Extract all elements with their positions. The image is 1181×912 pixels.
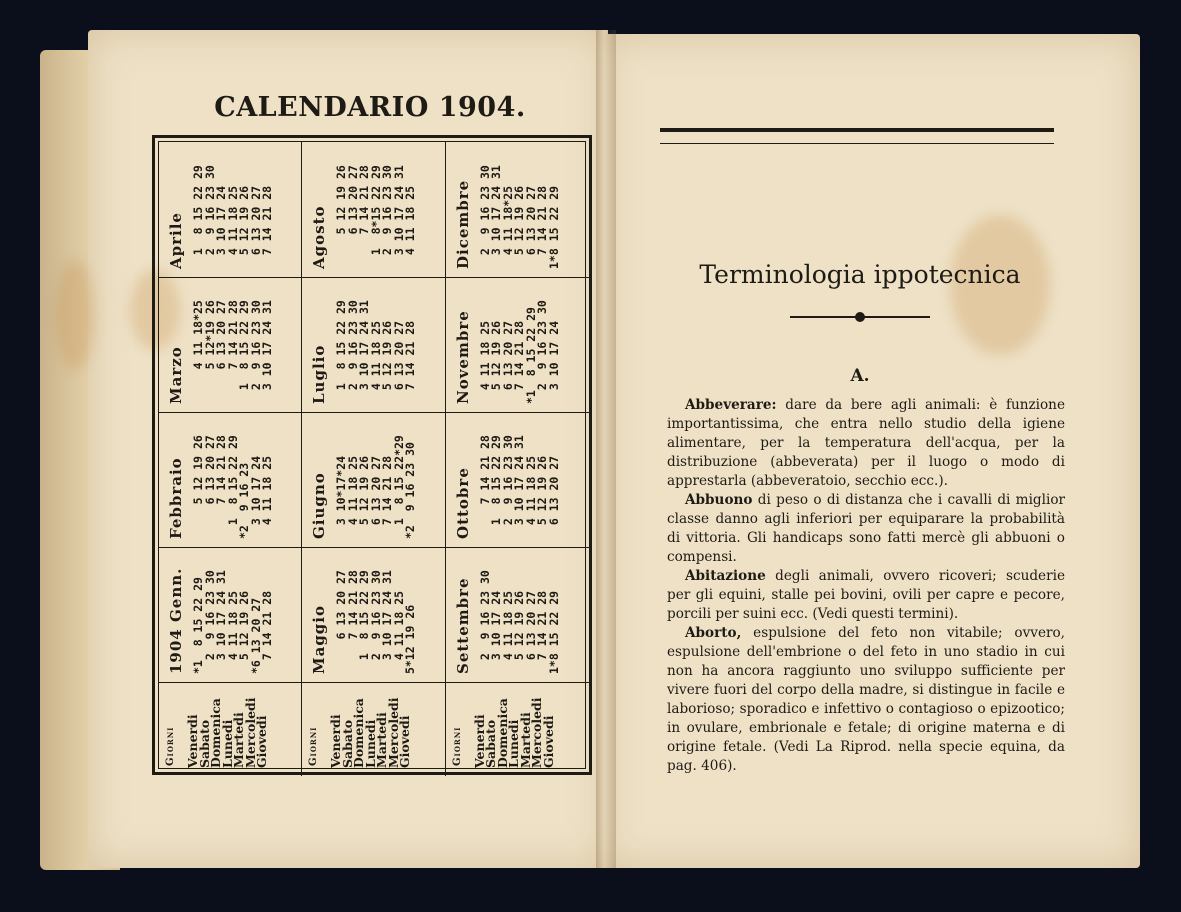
weekday-list bbox=[471, 697, 556, 768]
month-dates: 6 13 20 27 7 14 21 28 1 8 15 22 29 2 9 16 23 30 3 10 17 24 31 4 11 18 25 5*12 19 26 bbox=[334, 570, 418, 674]
month-name: 1904 Genn. bbox=[167, 567, 185, 674]
month-name: Ottobre bbox=[453, 467, 472, 539]
entry-abitazione: Abitazione degli animali, ovvero ricoveri; scuderie per gli equini, stalle pei bovini, ovili per capre e pecore, porcili per suini ecc. (Vedi questi termini). bbox=[667, 568, 1065, 622]
month-dates: *1 8 15 22 29 2 9 16 23 30 3 10 17 24 31 4 11 18 25 5 12 19 26 *6 13 20 27 7 14 21 28 bbox=[191, 570, 274, 674]
month-name: Giugno bbox=[310, 472, 329, 539]
book-gutter bbox=[596, 30, 616, 868]
month-name: Luglio bbox=[310, 344, 329, 404]
weekday-label: Venerdi bbox=[471, 714, 487, 768]
weekday-label: Martedi bbox=[517, 712, 533, 768]
month-cell bbox=[159, 277, 302, 412]
weekday-label: Giovedi bbox=[540, 715, 556, 768]
days-column bbox=[446, 682, 589, 776]
calendar-band bbox=[446, 142, 589, 776]
entry-aborto: Aborto, espulsione del feto non vitabile; ovvero, espulsione dell'embrione o del feto in uno stadio in cui non ha ancora raggiunto uno sviluppo sufficiente per vivere fuori del corpo della madre, si distingue in facile e laborioso; sporadico e infettivo o contagioso o epizootico; in ovulare, embrionale e fetale; di origine materna e di origine fetale. (Vedi La Riprod. nella specie equina, da pag. 406). bbox=[667, 625, 1065, 774]
month-name: Dicembre bbox=[453, 179, 472, 269]
month-cell bbox=[446, 277, 589, 412]
month-dates: 5 12 19 26 6 13 20 27 7 14 21 28 1 8*15 22 29 2 9 16 23 30 3 10 17 24 31 4 11 18 25 bbox=[334, 165, 418, 256]
month-dates: 2 9 16 23 30 3 10 17 24 4 11 18 25 5 12 19 26 6 13 20 27 7 14 21 28 1*8 15 22 29 bbox=[477, 570, 561, 674]
weekday-label: Lunedi bbox=[362, 719, 378, 768]
weekday-label: Domenica bbox=[208, 698, 223, 768]
calendar-band bbox=[159, 142, 302, 776]
days-header: Giorni bbox=[308, 726, 320, 766]
entry-abbuono: Abbuono di peso o di distanza che i cavalli di miglior classe danno agli inferiori per equiparare la probabilità di vittoria. Gli handicaps sono fatti mercè gli abbuoni o compensi. bbox=[667, 492, 1065, 565]
weekday-label: Domenica bbox=[351, 698, 367, 768]
weekday-label: Martedi bbox=[231, 712, 246, 768]
month-dates: 7 14 21 28 1 8 15 22 29 2 9 16 23 30 3 10 17 24 31 4 11 18 25 5 12 19 26 6 13 20 27 bbox=[477, 435, 561, 526]
calendar-table bbox=[152, 135, 592, 775]
ornament-dot bbox=[855, 312, 865, 322]
weekday-label: Venerdi bbox=[185, 714, 200, 768]
top-rule-thick bbox=[660, 128, 1054, 132]
month-cell bbox=[446, 412, 589, 547]
month-dates: 2 9 16 23 30 3 10 17 24 31 4 11 18*25 5 12 19 26 6 13 20 27 7 14 21 28 1*8 15 22 29 bbox=[477, 165, 561, 269]
weekday-label: Lunedi bbox=[219, 719, 235, 768]
days-column bbox=[302, 682, 445, 776]
month-dates: 3 10*17*24 4 11 18 25 5 12 19 26 6 13 20 27 7 14 21 28 1 8 15 22*29 *2 9 16 23 30 bbox=[334, 435, 418, 539]
month-cell bbox=[302, 412, 445, 547]
weekday-list bbox=[330, 697, 411, 768]
month-dates: 5 12 19 26 6 13 20 27 7 14 21 28 1 8 15 22 29 *2 9 16 23 3 10 17 24 4 11 18 25 bbox=[191, 435, 274, 539]
month-cell bbox=[302, 547, 445, 682]
month-name: Marzo bbox=[167, 346, 185, 404]
month-cell bbox=[446, 547, 589, 682]
weekday-label: Sabato bbox=[196, 719, 212, 768]
weekday-label: Giovedi bbox=[254, 715, 269, 768]
weekday-label: Mercoledi bbox=[529, 697, 545, 768]
calendar-title: CALENDARIO 1904. bbox=[214, 92, 526, 123]
calendar-band bbox=[302, 142, 445, 776]
section-letter: A. bbox=[850, 366, 870, 386]
weekday-list bbox=[187, 697, 268, 768]
month-name: Febbraio bbox=[167, 457, 185, 539]
month-dates: 1 8 15 22 29 2 9 16 23 30 3 10 17 24 31 4 11 18 25 5 12 19 26 6 13 20 27 7 14 21 28 bbox=[334, 300, 418, 391]
weekday-label: Sabato bbox=[483, 719, 499, 768]
weekday-label: Venerdi bbox=[328, 714, 344, 768]
weekday-label: Giovedi bbox=[397, 715, 413, 768]
month-name: Novembre bbox=[453, 310, 472, 404]
month-name: Agosto bbox=[310, 205, 329, 269]
month-cell bbox=[159, 142, 302, 277]
days-header: Giorni bbox=[451, 726, 463, 766]
glossary-text bbox=[667, 396, 1065, 776]
days-header: Giorni bbox=[165, 726, 176, 766]
weekday-label: Mercoledi bbox=[242, 697, 258, 768]
month-cell bbox=[159, 412, 302, 547]
weekday-label: Martedi bbox=[374, 712, 390, 768]
month-dates: 4 11 18*25 5 12*19 26 6 13 20 27 7 14 21 28 1 8 15 22 29 2 9 16 23 30 3 10 17 24 31 bbox=[191, 300, 274, 391]
month-name: Aprile bbox=[167, 212, 185, 269]
weekday-label: Domenica bbox=[494, 698, 510, 768]
weekday-label: Sabato bbox=[339, 719, 355, 768]
month-dates: 4 11 18 25 5 12 19 26 6 13 20 27 7 14 21 28 *1 8 15 22 29 2 9 16 23 30 3 10 17 24 bbox=[477, 300, 561, 404]
month-name: Maggio bbox=[310, 604, 329, 674]
entry-abbeverare: Abbeverare: dare da bere agli animali: è funzione importantissima, che entra nello studio della igiene alimentare, per la temperatura dell'acqua, per la distribuzione (abbeverata) per il luogo o modo di apprestarla (abbeveratoio, secchio ecc.). bbox=[667, 397, 1065, 489]
month-cell bbox=[302, 142, 445, 277]
month-cell bbox=[302, 277, 445, 412]
weekday-label: Mercoledi bbox=[385, 697, 401, 768]
month-dates: 1 8 15 22 29 2 9 16 23 30 3 10 17 24 4 11 18 25 5 12 19 26 6 13 20 27 7 14 21 28 bbox=[191, 165, 274, 256]
weekday-label: Lunedi bbox=[506, 719, 522, 768]
top-rule-thin bbox=[660, 143, 1054, 144]
stain bbox=[55, 260, 95, 370]
month-cell bbox=[159, 547, 302, 682]
page-title: Terminologia ippotecnica bbox=[699, 260, 1021, 289]
month-name: Settembre bbox=[453, 577, 472, 674]
days-column bbox=[159, 682, 302, 776]
month-cell bbox=[446, 142, 589, 277]
